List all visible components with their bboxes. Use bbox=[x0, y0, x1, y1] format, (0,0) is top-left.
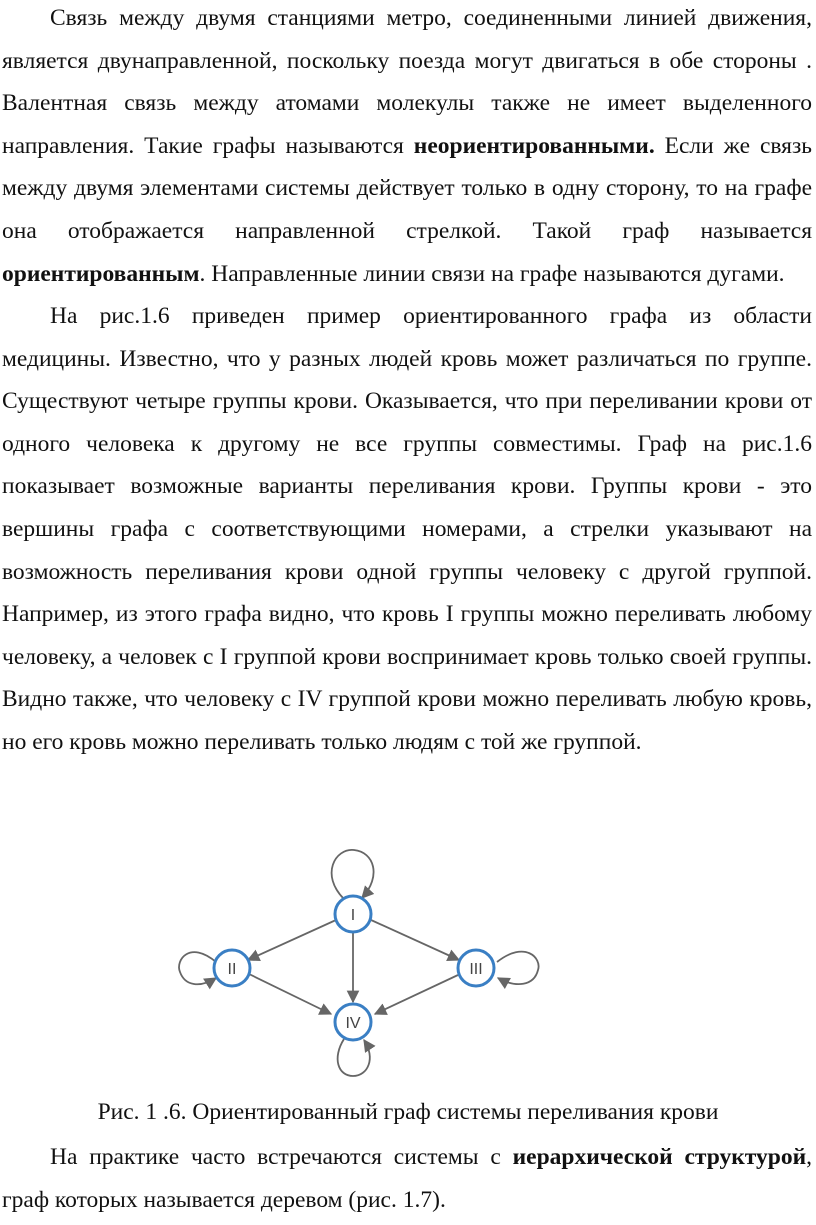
edge-I-to-III bbox=[371, 920, 459, 960]
loop-II bbox=[179, 952, 216, 984]
edge-III-to-IV bbox=[375, 975, 458, 1014]
node-IV bbox=[335, 1004, 371, 1040]
term-undirected: неориентированными. bbox=[413, 132, 655, 159]
loop-I bbox=[332, 850, 374, 899]
loop-IV bbox=[338, 1039, 370, 1076]
paragraph-graph-types bbox=[2, 0, 812, 295]
paragraph-blood-transfusion: На рис.1.6 приведен пример ориентированного графа из области медицины. Известно, что у разных людей кровь может различаться по группе. Существуют четыре группы крови. Оказывается, что при переливании крови от одного человека к другому не все группы совместимы. Граф на рис.1.6 показывает возможные варианты переливания крови. Группы крови - это вершины графа с соответствующими номерами, а стрелки указывают на возможность переливания крови одной группы человеку с другой группой. Например, из этого графа видно, что кровь I группы можно переливать любому человеку, а человек с I группой крови воспринимает кровь только своей группы. Видно также, что человеку с IV группой крови можно переливать любую кровь, но его кровь можно переливать только людям с той же группой. bbox=[2, 303, 812, 755]
edge-II-to-IV bbox=[249, 974, 331, 1014]
node-I bbox=[335, 896, 371, 932]
node-label-I: I bbox=[350, 907, 356, 924]
text-run: , граф которых называется деревом (рис. 1.7). bbox=[2, 1144, 812, 1213]
edge-I-to-II bbox=[248, 920, 336, 960]
node-III bbox=[458, 950, 494, 986]
text-run: . Направленные линии связи на графе называются дугами. bbox=[199, 260, 785, 287]
term-hierarchical: иерархической структурой bbox=[512, 1144, 807, 1170]
term-directed: ориентированным bbox=[2, 260, 200, 287]
paragraph-hierarchy bbox=[2, 1136, 812, 1221]
loop-III bbox=[497, 952, 539, 984]
text-run: Связь между двумя станциями метро, соединенными линией движения, является двунаправленной, поскольку поезда могут двигаться в обе стороны . Валентная связь между атомами молекулы также не имеет выделенного направления. Такие графы называются bbox=[2, 5, 812, 159]
text-run: На практике часто встречаются системы с bbox=[50, 1144, 513, 1170]
node-label-II: II bbox=[227, 961, 237, 978]
figure-caption: Рис. 1 .6. Ориентированный граф системы переливания крови bbox=[97, 1099, 719, 1125]
node-label-IV: IV bbox=[345, 1015, 361, 1032]
blood-transfusion-graph bbox=[170, 840, 640, 1090]
graph-svg bbox=[170, 840, 640, 1090]
node-label-III: III bbox=[469, 961, 483, 978]
node-II bbox=[214, 950, 250, 986]
text-run: Если же связь между двумя элементами системы действует только в одну сторону, то на графе она отображается направленной стрелкой. Такой граф называется bbox=[2, 132, 812, 244]
